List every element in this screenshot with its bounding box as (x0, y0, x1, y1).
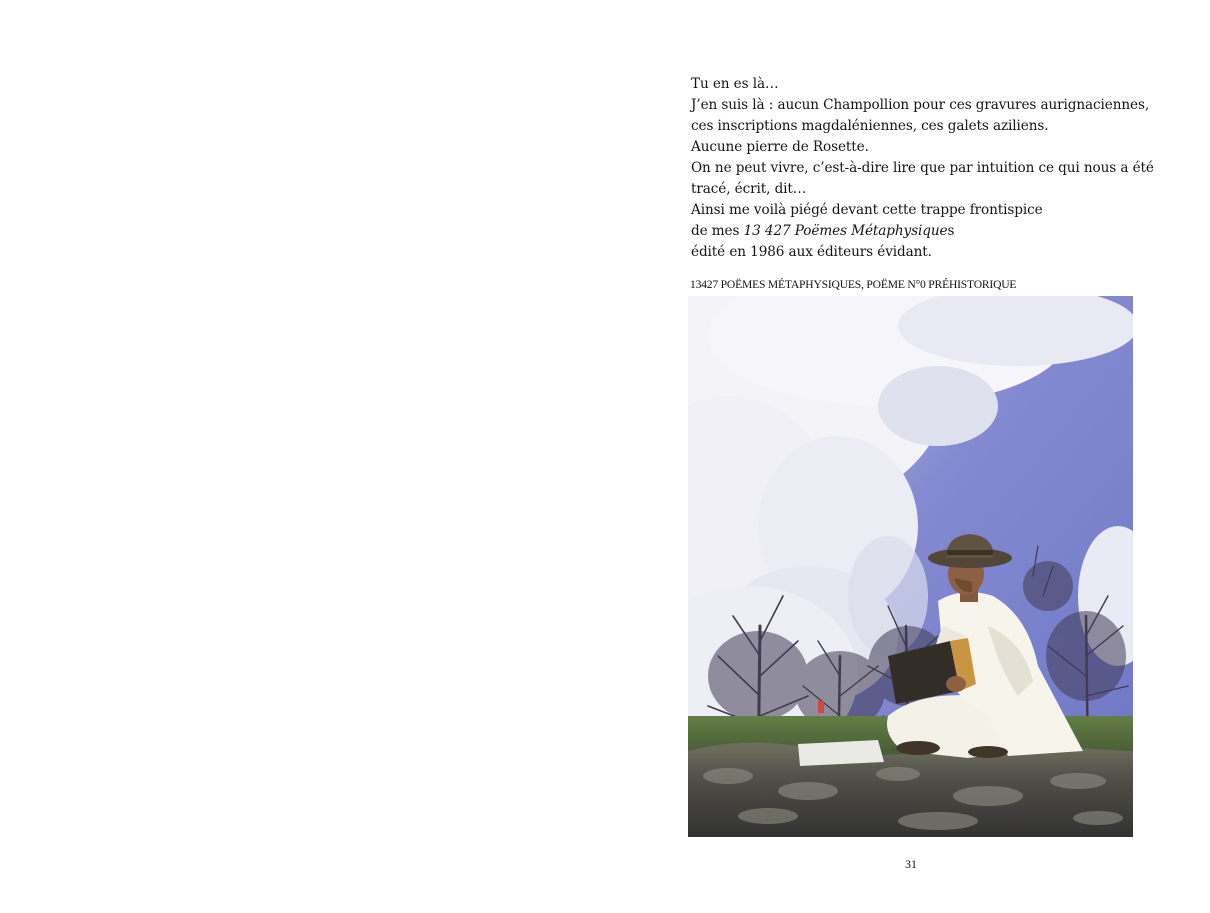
poem-line: Tu en es là… (691, 76, 779, 92)
poem-text (691, 74, 1154, 263)
poem-line-with-title (691, 221, 1151, 242)
right-page (605, 0, 1210, 913)
poem-line: J’en suis là : aucun Champollion pour ces gravures aurignaciennes, (691, 97, 1150, 113)
page-number: 31 (905, 857, 917, 871)
poem-line-prefix: de mes (691, 223, 744, 239)
poem-line: Ainsi me voilà piégé devant cette trappe frontispice (691, 202, 1043, 218)
photo-caption: 13427 POËMES MÉTAPHYSIQUES, POËME N°0 PRÉHISTORIQUE (690, 278, 1017, 291)
poem-line: édité en 1986 aux éditeurs évidant. (691, 244, 932, 260)
poem-line-suffix: s (947, 223, 955, 239)
book-title-italic: 13 427 Poëmes Métaphysique (743, 223, 948, 239)
poem-line: ces inscriptions magdaléniennes, ces galets aziliens. (691, 118, 1049, 134)
photograph-man-seated-on-rocks (688, 296, 1133, 837)
poem-line: Aucune pierre de Rosette. (691, 139, 869, 155)
poem-line: tracé, écrit, dit… (691, 181, 807, 197)
poem-line: On ne peut vivre, c’est-à-dire lire que par intuition ce qui nous a été (691, 160, 1154, 176)
